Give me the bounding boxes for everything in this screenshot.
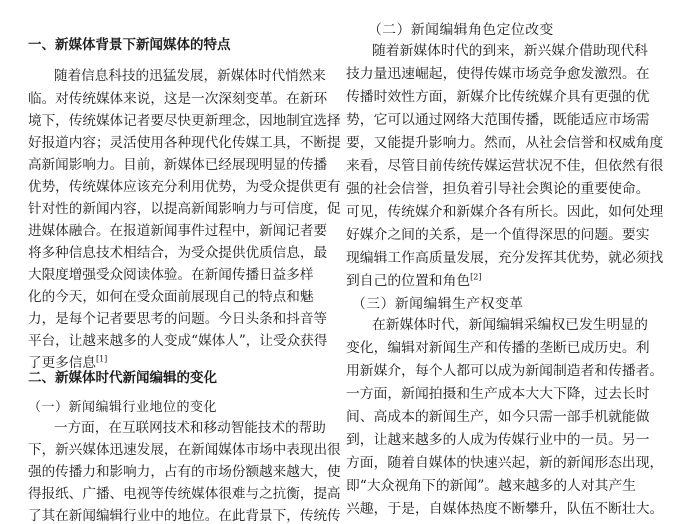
text-line: 传播时效性方面，新媒介比传统媒介具有更强的优 xyxy=(346,89,650,105)
text-line: 了其在新闻编辑行业中的地位。在此背景下，传统传 xyxy=(28,508,341,524)
text-line: 技力量迅速崛起，使得传媒市场竞争愈发激烈。在 xyxy=(346,66,650,82)
text-line: 随着新媒体时代的到来，新兴媒介借助现代科 xyxy=(372,43,648,59)
text-line: 变化，编辑对新闻生产和传播的垄断已成历史。利 xyxy=(346,340,650,356)
text-line: 大限度增强受众阅读体验。在新闻传播日益多样 xyxy=(28,267,314,283)
text-line: 随着信息科技的迅猛发展，新媒体时代悄然来 xyxy=(54,68,326,84)
citation-ref: [1] xyxy=(95,354,108,364)
text-line: 得报纸、广播、电视等传统媒体很难与之抗衡，提高 xyxy=(28,486,341,502)
subsection-heading-3: （三）新闻编辑生产权变革 xyxy=(352,296,524,312)
citation-ref: [2] xyxy=(470,272,482,282)
text-line: 高新闻影响力。目前，新媒体已经展现明显的传播 xyxy=(28,157,328,173)
text-line: 优势，传统媒体应该充分利用优势，为受众提供更有 xyxy=(28,179,341,195)
section-heading-1: 一、新媒体背景下新闻媒体的特点 xyxy=(28,37,231,53)
text-line: 下，新兴媒体迅速发展，在新闻媒体市场中表现出很 xyxy=(28,442,341,458)
text-line: 来看，尽管目前传统传媒运营状况不佳，但依然有很 xyxy=(346,158,664,174)
text-line: 临。对传统媒体来说，这是一次深刻变革。在新环 xyxy=(28,91,328,107)
text-line: 强的社会信誉，担负着引导社会舆论的重要使命。 xyxy=(346,181,650,197)
text-line: 化的今天，如何在受众面前展现自己的特点和魅 xyxy=(28,289,314,305)
text-line: 在新媒体时代，新闻编辑采编权已发生明显的 xyxy=(372,317,648,333)
text-line: 到，让越来越多的人成为传媒行业中的一员。另一 xyxy=(346,432,650,448)
text-line xyxy=(346,273,482,289)
text-line: 强的传播力和影响力，占有的市场份额越来越大，使 xyxy=(28,464,341,480)
text-line: 方面，随着自媒体的快速兴起，新的新闻形态出现， xyxy=(346,455,664,471)
text-line: 即“大众视角下的新闻”。越来越多的人对其产生 xyxy=(346,478,637,494)
text-span: 到自己的位置和角色 xyxy=(346,273,471,289)
text-line: 要，又能提升影响力。然而，从社会信誉和权威角度 xyxy=(346,135,664,151)
text-line: 好媒介之间的关系，是一个值得深思的问题。要实 xyxy=(346,227,650,243)
text-line: 一方面，在互联网技术和移动智能技术的帮助 xyxy=(54,420,326,436)
text-line: 好报道内容；灵活使用各种现代化传媒工具，不断提 xyxy=(28,135,341,151)
subsection-heading-2: （二）新闻编辑角色定位改变 xyxy=(368,22,554,38)
text-line: 用新媒介，每个人都可以成为新闻制造者和传播者。 xyxy=(346,363,664,379)
text-line: 势，它可以通过网络大范围传播，既能适应市场需 xyxy=(346,112,650,128)
text-line: 境下，传统媒体记者要尽快更新理念，因地制宜选择 xyxy=(28,113,341,129)
text-line: 兴趣，于是，自媒体热度不断攀升，队伍不断壮大。 xyxy=(346,501,664,517)
text-line: 力，是每个记者要思考的问题。今日头条和抖音等 xyxy=(28,311,328,327)
section-heading-2: 二、新媒体时代新闻编辑的变化 xyxy=(28,370,217,386)
text-line: 针对性的新闻内容，以提高新闻影响力与可信度，促 xyxy=(28,201,341,217)
text-line: 平台，让越来越多的人变成“媒体人”，让受众获得 xyxy=(28,333,328,349)
text-span: 了更多信息 xyxy=(28,355,96,371)
text-line xyxy=(28,355,107,371)
subsection-heading-1: （一）新闻编辑行业地位的变化 xyxy=(28,400,218,415)
text-line: 将多种信息技术相结合，为受众提供优质信息，最 xyxy=(28,245,328,261)
text-line: 间、高成本的新闻生产，如今只需一部手机就能做 xyxy=(346,409,650,425)
text-line: 一方面，新闻拍摄和生产成本大大下降，过去长时 xyxy=(346,386,650,402)
text-line: 可见，传统媒介和新媒介各有所长。因此，如何处理 xyxy=(346,204,664,220)
text-line: 进媒体融合。在报道新闻事件过程中，新闻记者要 xyxy=(28,223,328,239)
text-line: 现编辑工作高质量发展，充分发挥其优势，就必须找 xyxy=(346,250,664,266)
